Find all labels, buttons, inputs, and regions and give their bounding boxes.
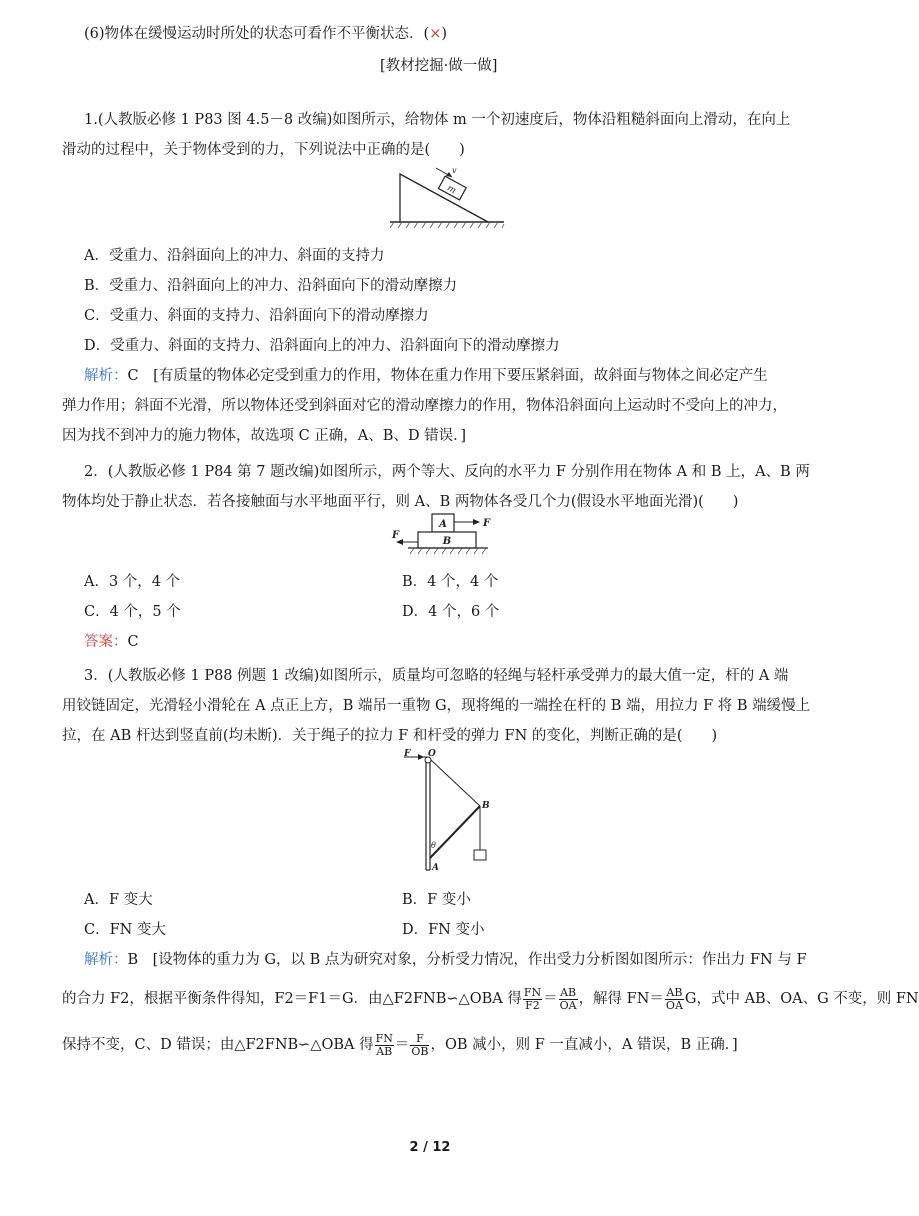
q1-velocity-label: v xyxy=(452,166,457,175)
q1-analysis-line3: 因为找不到冲力的施力物体，故选项 C 正确，A、B、D 错误．] xyxy=(62,428,467,444)
q2-option-a: A．3 个，4 个 xyxy=(84,574,181,590)
q1-option-a: A．受重力、沿斜面向上的冲力、斜面的支持力 xyxy=(84,248,385,264)
q1-stem-line2: 滑动的过程中，关于物体受到的力，下列说法中正确的是( ) xyxy=(62,142,465,158)
fraction-f-over-ob xyxy=(410,1033,429,1058)
q2-answer-label: 答案： xyxy=(84,634,128,650)
frac-denominator: OA xyxy=(559,998,577,1012)
q2-option-b: B．4 个，4 个 xyxy=(402,574,499,590)
q3-rod-figure xyxy=(400,750,500,876)
q2-option-d: D．4 个，6 个 xyxy=(402,604,500,620)
q3-analysis-text1: B [设物体的重力为 G，以 B 点为研究对象，分析受力情况，作出受力分析图如图所示：作出力 FN 与 F xyxy=(127,952,807,968)
q2-blocks-figure xyxy=(388,510,500,556)
frac-denominator: AB xyxy=(376,1044,393,1058)
q1-analysis-text1: C [有质量的物体必定受到重力的作用，物体在重力作用下要压紧斜面，故斜面与物体之间必定产生 xyxy=(127,368,768,384)
q1-analysis-label: 解析： xyxy=(84,368,128,384)
q3-analysis-text2c: G，式中 AB、OA、G 不变，则 FN xyxy=(684,991,919,1007)
review-item-6 xyxy=(84,24,447,44)
q1-option-d: D．受重力、斜面的支持力、沿斜面向上的冲力、沿斜面向下的滑动摩擦力 xyxy=(84,338,560,354)
frac-numerator: FN xyxy=(523,985,542,999)
equals-sign: ＝ xyxy=(394,1037,410,1053)
q1-stem-line1: 1.(人教版必修 1 P83 图 4.5－8 改编)如图所示，给物体 m 一个初速度后，物体沿粗糙斜面向上滑动，在向上 xyxy=(84,112,791,128)
page-number: 2 / 12 xyxy=(409,1140,451,1155)
q2-force-right-label: F xyxy=(483,518,491,529)
q3-analysis-text3b: ，OB 减小，则 F 一直减小，A 错误，B 正确．] xyxy=(430,1037,738,1053)
frac-numerator: AB xyxy=(666,985,683,999)
fraction-fn-over-ab xyxy=(375,1033,394,1058)
q3-option-b: B．F 变小 xyxy=(402,892,471,908)
equals-sign: ＝ xyxy=(543,991,558,1007)
frac-denominator: OA xyxy=(665,998,683,1012)
q1-mass-label: m xyxy=(445,183,458,197)
q3-analysis-line1 xyxy=(84,950,807,970)
frac-denominator: F2 xyxy=(525,998,540,1012)
q3-force-label: F xyxy=(404,749,411,759)
q3-option-c: C．FN 变大 xyxy=(84,922,166,938)
q3-stem-line2: 用铰链固定，光滑轻小滑轮在 A 点正上方，B 端吊一重物 G，现将绳的一端拴在杆的 B 端，用拉力 F 将 B 端缓慢上 xyxy=(62,698,811,714)
wrong-mark: × xyxy=(429,26,442,42)
frac-numerator: AB xyxy=(560,985,577,999)
q3-analysis-line3 xyxy=(62,1032,738,1058)
q3-analysis-text2a: 的合力 F2，根据平衡条件得知，F2＝F1＝G．由△F2FNB∽△OBA 得 xyxy=(62,991,522,1007)
q3-stem-line3: 拉，在 AB 杆达到竖直前(均未断)．关于绳子的拉力 F 和杆受的弹力 FN 的变化，判断正确的是( ) xyxy=(62,728,718,744)
q3-point-a-label: A xyxy=(432,863,439,873)
q1-analysis-line1 xyxy=(84,366,768,386)
q3-point-o-label: O xyxy=(428,749,436,759)
q3-stem-line1: 3．(人教版必修 1 P88 例题 1 改编)如图所示，质量均可忽略的轻绳与轻杆承受弹力的最大值一定，杆的 A 端 xyxy=(84,668,789,684)
q1-option-c: C．受重力、斜面的支持力、沿斜面向下的滑动摩擦力 xyxy=(84,308,429,324)
q3-analysis-text3a: 保持不变，C、D 错误；由△F2FNB∽△OBA 得 xyxy=(62,1037,374,1053)
review-item-6-close: ) xyxy=(441,26,448,42)
q1-incline-figure xyxy=(388,166,506,238)
review-item-6-text: (6)物体在缓慢运动时所处的状态可看作不平衡状态．( xyxy=(84,26,430,42)
q2-block-b-label: B xyxy=(442,536,452,547)
q2-stem-line1: 2．(人教版必修 1 P84 第 7 题改编)如图所示，两个等大、反向的水平力 F 分别作用在物体 A 和 B 上，A、B 两 xyxy=(84,464,810,480)
q3-option-a: A．F 变大 xyxy=(84,892,153,908)
q2-block-a-label: A xyxy=(439,519,447,530)
fraction-ab-over-oa xyxy=(559,987,578,1012)
fraction-fn-over-f2 xyxy=(523,987,542,1012)
q2-answer xyxy=(84,632,139,652)
fraction-ab-over-oa-2 xyxy=(665,987,684,1012)
frac-numerator: FN xyxy=(375,1031,393,1045)
q1-option-b: B．受重力、沿斜面向上的冲力、沿斜面向下的滑动摩擦力 xyxy=(84,278,458,294)
q2-answer-value: C xyxy=(127,634,139,650)
q2-option-c: C．4 个，5 个 xyxy=(84,604,181,620)
section-header: [教材挖掘·做一做] xyxy=(380,58,498,74)
q2-force-left-label: F xyxy=(392,530,400,541)
q3-point-b-label: B xyxy=(482,801,490,811)
frac-denominator: OB xyxy=(411,1044,429,1058)
q3-option-d: D．FN 变小 xyxy=(402,922,485,938)
q3-analysis-text2b: ，解得 FN＝ xyxy=(578,991,664,1007)
q3-analysis-label: 解析： xyxy=(84,952,128,968)
q2-stem-line2: 物体均处于静止状态．若各接触面与水平地面平行，则 A、B 两物体各受几个力(假设水平地面光滑)( ) xyxy=(62,494,739,510)
frac-numerator: F xyxy=(410,1033,429,1046)
q3-theta-label: θ xyxy=(431,841,436,850)
q3-analysis-line2 xyxy=(62,986,919,1012)
q1-analysis-line2: 弹力作用；斜面不光滑，所以物体还受到斜面对它的滑动摩擦力的作用，物体沿斜面向上运动时不受向上的冲力， xyxy=(62,398,787,414)
